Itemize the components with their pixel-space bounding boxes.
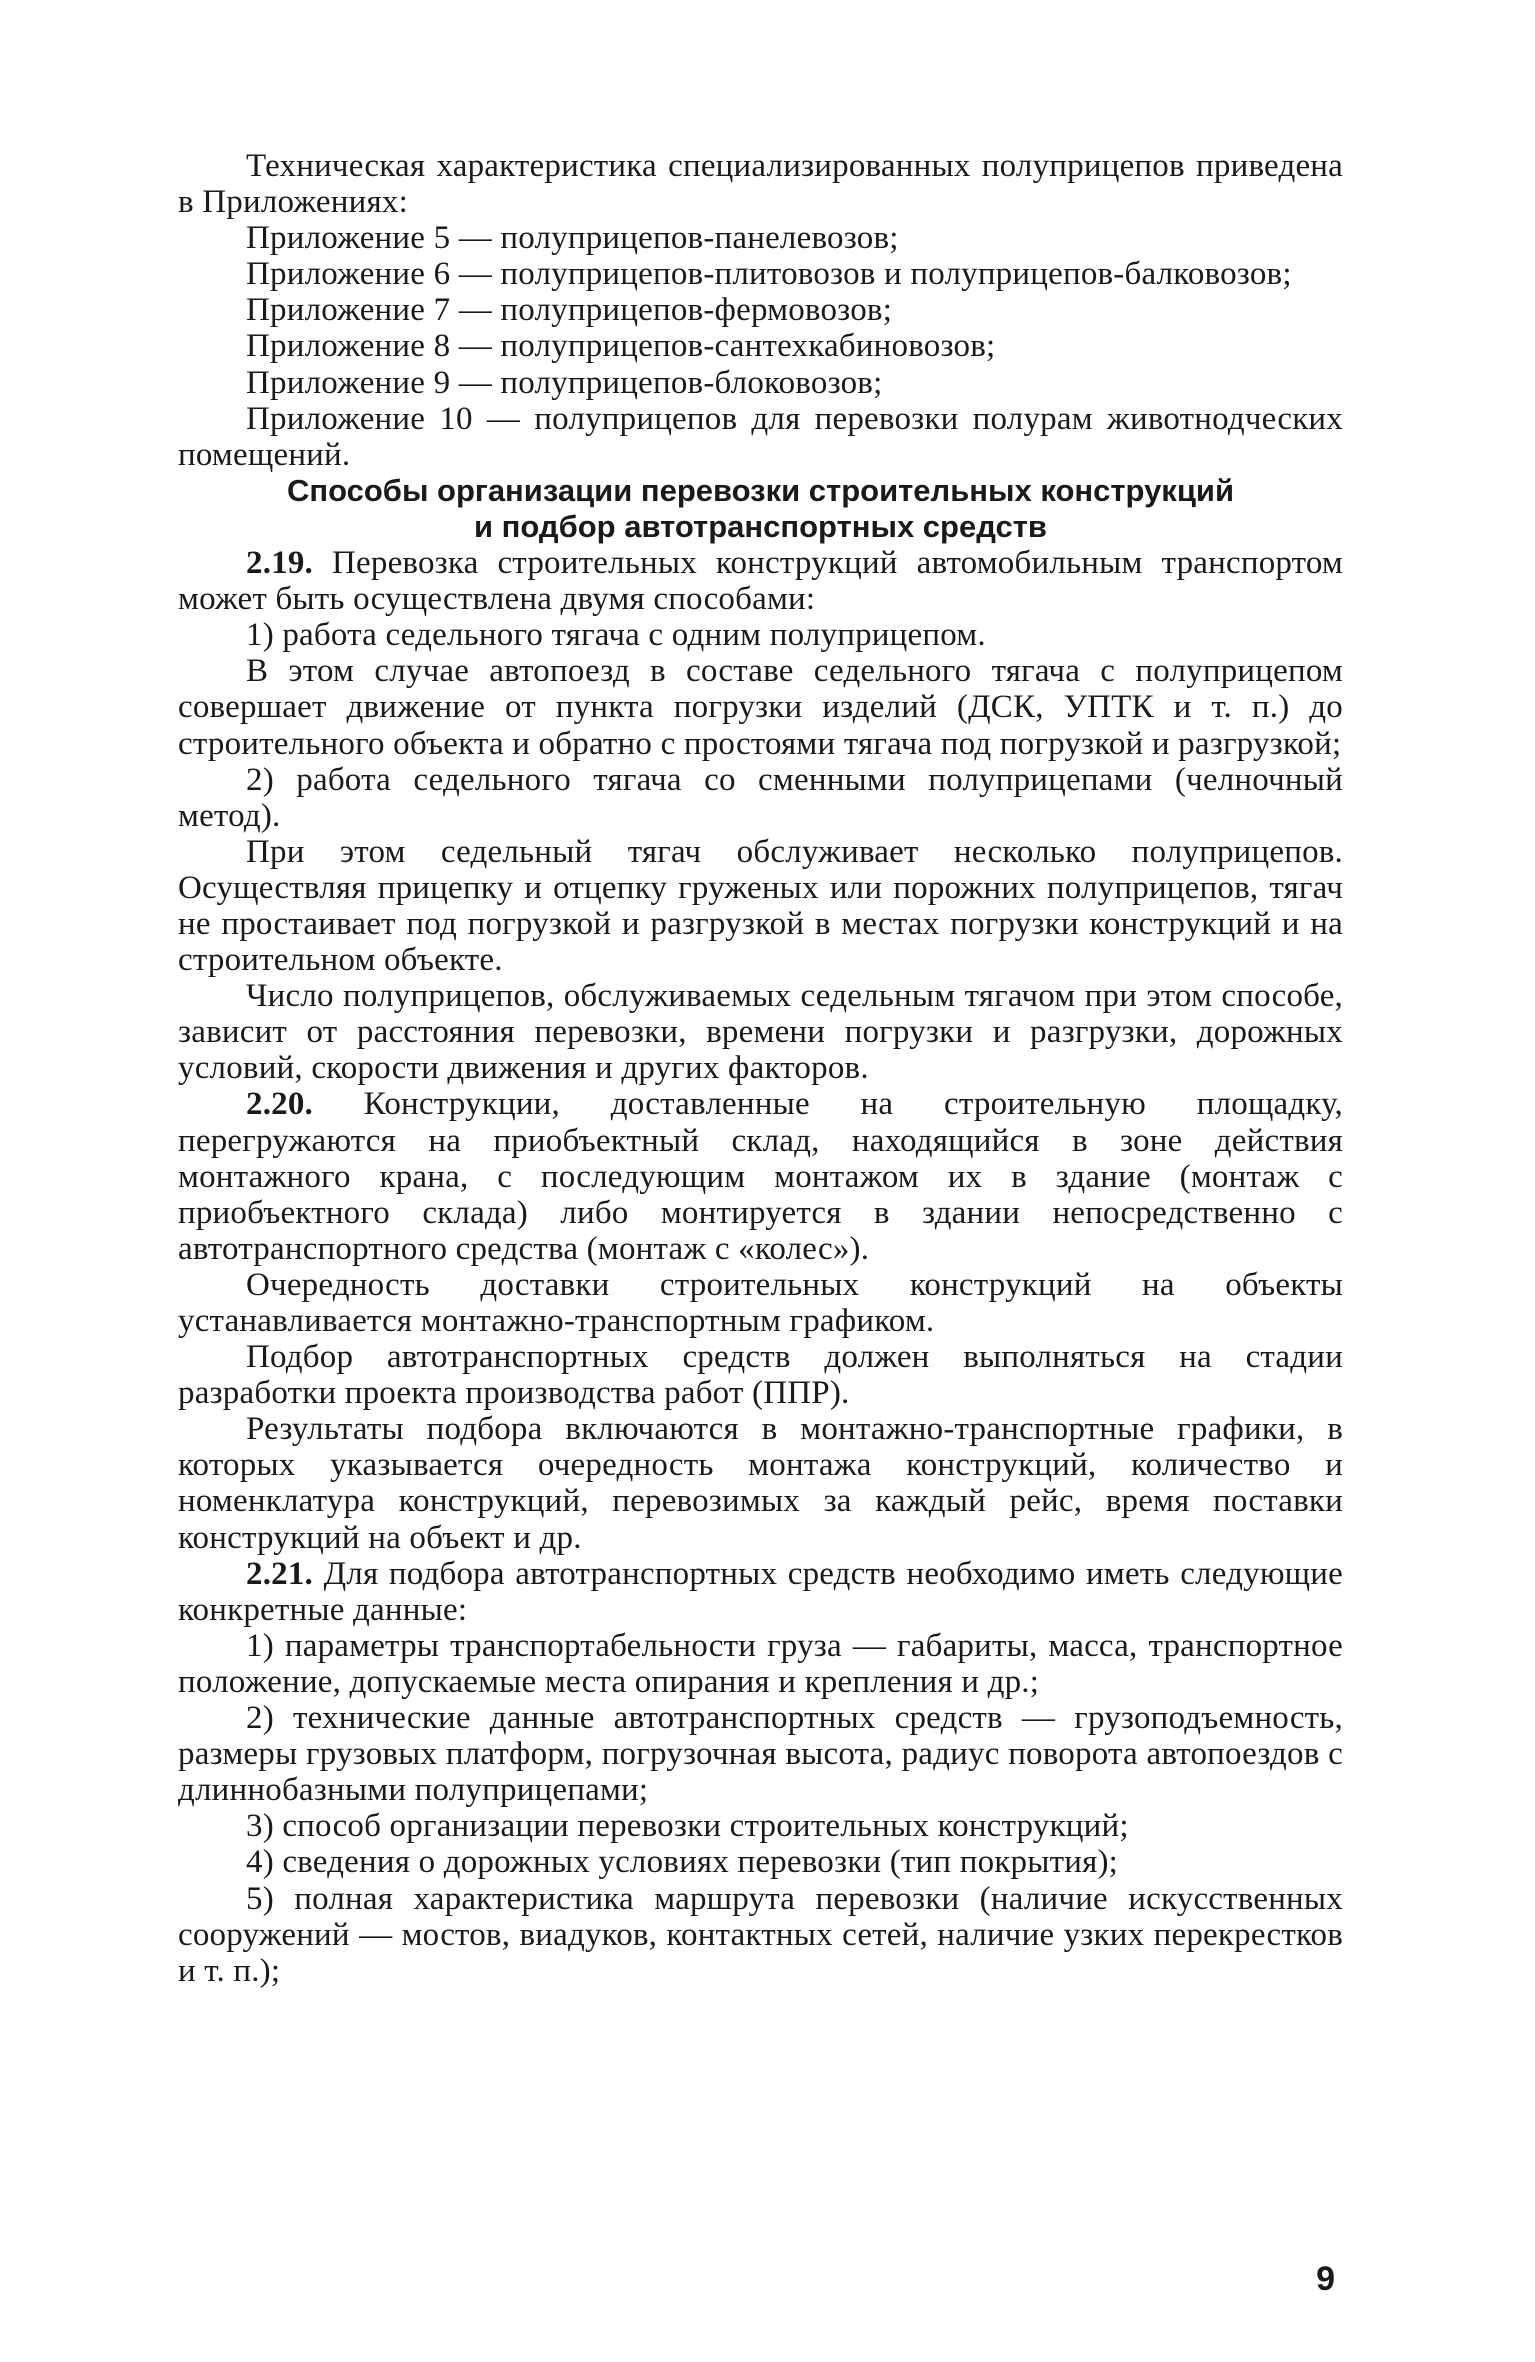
section-heading-line1: Способы организации перевозки строительных конструкций <box>286 472 1234 508</box>
method-1-text: В этом случае автопоезд в составе седельного тягача с полуприцепом совершает движение от пункта погрузки изделий (ДСК, УПТК и т. п.) до строительного объекта и обратно с простоями тягача под погрузкой и разгрузкой; <box>178 653 1343 762</box>
appendix-item: Приложение 6 — полуприцепов-плитовозов и полуприцепов-балковозов; <box>246 256 1292 293</box>
method-1: 1) работа седельного тягача с одним полуприцепом. <box>246 617 986 654</box>
appendix-item: Приложение 8 — полуприцепов-сантехкабиновозов; <box>246 328 996 365</box>
clause-number: 2.20. <box>246 1086 313 1123</box>
method-2: 2) работа седельного тягача со сменными полуприцепами (челночный метод). <box>178 761 1343 834</box>
paragraph-2-21 <box>178 1556 1343 1628</box>
clause-text: Для подбора автотранспортных средств необходимо иметь следующие конкретные данные: <box>178 1555 1344 1628</box>
section-heading-line2: и подбор автотранспортных средств <box>474 508 1047 544</box>
selection-paragraph: Подбор автотранспортных средств должен выполняться на стадии разработки проекта производства работ (ППР). <box>178 1339 1343 1412</box>
section-heading <box>178 473 1343 545</box>
clause-number: 2.19. <box>246 545 313 582</box>
data-list-item: 5) полная характеристика маршрута перевозки (наличие искусственных сооружений — мостов, виадуков, контактных сетей, наличие узких перекрестков и т. п.); <box>178 1880 1343 1989</box>
data-list-item: 3) способ организации перевозки строительных конструкций; <box>246 1808 1129 1845</box>
data-list-item: 2) технические данные автотранспортных средств — грузоподъемность, размеры грузовых платформ, погрузочная высота, радиус поворота автопоездов с длиннобазными полуприцепами; <box>178 1700 1343 1809</box>
intro-paragraph: Техническая характеристика специализированных полуприцепов приведена в Приложениях: <box>178 148 1343 221</box>
data-list-item: 4) сведения о дорожных условиях перевозки (тип покрытия); <box>246 1844 1119 1881</box>
paragraph-2-19 <box>178 545 1343 617</box>
appendix-item: Приложение 9 — полуприцепов-блоковозов; <box>246 364 883 401</box>
method-2-text: При этом седельный тягач обслуживает несколько полуприцепов. Осуществляя прицепку и отцепку груженых или порожних полуприцепов, тягач не простаивает под погрузкой и разгрузкой в местах погрузки конструкций и на строительном объекте. <box>178 833 1343 979</box>
data-list-item: 1) параметры транспортабельности груза — габариты, масса, транспортное положение, допускаемые места опирания и крепления и др.; <box>178 1627 1343 1700</box>
appendix-item: Приложение 5 — полуприцепов-панелевозов; <box>246 220 899 257</box>
order-paragraph: Очередность доставки строительных конструкций на объекты устанавливается монтажно-транспортным графиком. <box>178 1266 1343 1339</box>
page-body <box>178 148 1343 1989</box>
page-number: 9 <box>1316 2260 1335 2298</box>
clause-text: Конструкции, доставленные на строительную площадку, перегружаются на приобъектный склад, находящийся в зоне действия монтажного крана, с последующим монтажом их в здание (монтаж с приобъектного склада) либо монтируется в здании непосредственно с автотранспортного средства (монтаж с «колес»). <box>178 1086 1343 1267</box>
clause-number: 2.21. <box>246 1555 313 1592</box>
appendix-item: Приложение 10 — полуприцепов для перевозки полурам животнодческих помещений. <box>178 400 1343 473</box>
paragraph-2-20 <box>178 1086 1343 1266</box>
appendix-item: Приложение 7 — полуприцепов-фермовозов; <box>246 292 893 329</box>
results-paragraph: Результаты подбора включаются в монтажно-транспортные графики, в которых указывается очередность монтажа конструкций, количество и номенклатура конструкций, перевозимых за каждый рейс, время поставки конструкций на объект и др. <box>178 1411 1343 1556</box>
count-paragraph: Число полуприцепов, обслуживаемых седельным тягачом при этом способе, зависит от расстояния перевозки, времени погрузки и разгрузки, дорожных условий, скорости движения и других факторов. <box>178 978 1343 1087</box>
clause-text: Перевозка строительных конструкций автомобильным транспортом может быть осуществлена двумя способами: <box>178 545 1343 618</box>
